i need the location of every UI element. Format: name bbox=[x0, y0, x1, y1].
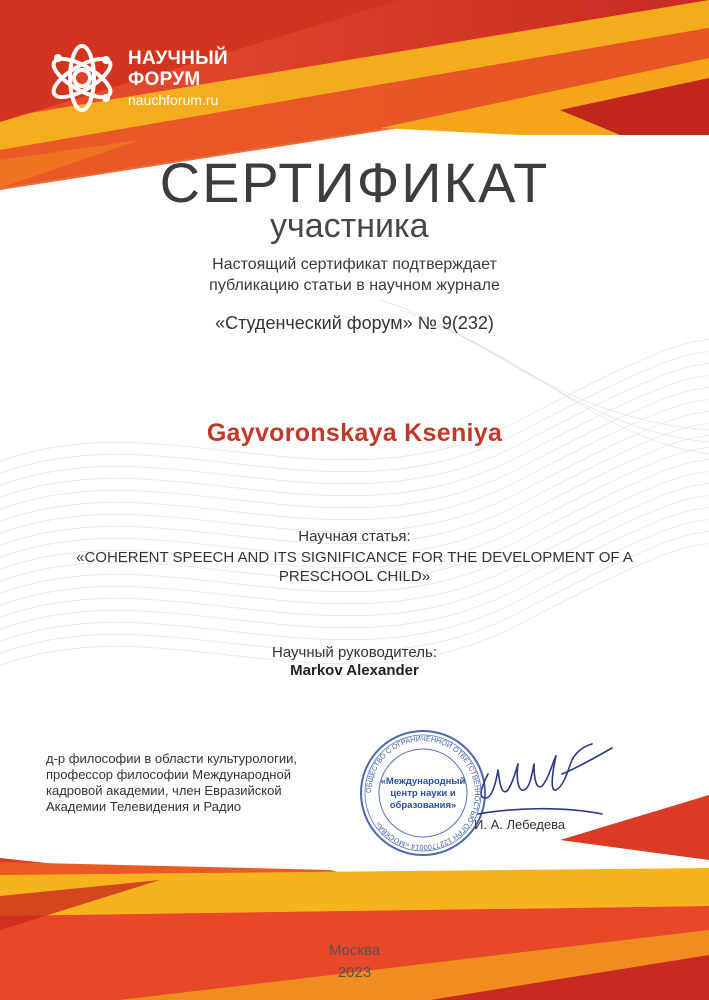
credentials-line-3: кадровой академии, член Евразийской bbox=[46, 783, 282, 798]
logo-url: nauchforum.ru bbox=[128, 92, 219, 108]
handwritten-signature bbox=[472, 734, 632, 820]
certificate-subtitle: участника bbox=[270, 207, 429, 245]
credentials-line-4: Академии Телевидения и Радио bbox=[46, 799, 242, 814]
recipient-name: Gayvoronskaya Kseniya bbox=[206, 419, 503, 447]
logo bbox=[44, 42, 244, 114]
intro-text bbox=[0, 254, 709, 296]
article-title-line-1: «COHERENT SPEECH AND ITS SIGNIFICANCE FOR THE DEVELOPMENT OF A bbox=[76, 549, 633, 566]
year: 2023 bbox=[337, 964, 372, 981]
supervisor-name: Markov Alexander bbox=[290, 662, 419, 679]
stamp-ring-text: ОБЩЕСТВО С ОГРАНИЧЕННОЙ ОТВЕТСТВЕННОСТЬЮ ОГРН 1227700014 «МОСКВА» bbox=[363, 733, 483, 853]
atom-icon bbox=[44, 42, 120, 114]
article-title bbox=[40, 548, 669, 586]
intro-line-1: Настоящий сертификат подтверждает bbox=[212, 256, 497, 273]
certificate-title: СЕРТИФИКАТ bbox=[159, 151, 550, 214]
stamp-center-line-3: образования» bbox=[389, 800, 457, 811]
supervisor-label: Научный руководитель: bbox=[272, 644, 437, 661]
journal-name: «Студенческий форум» № 9(232) bbox=[215, 313, 494, 333]
city: Москва bbox=[328, 942, 381, 959]
signer-credentials bbox=[46, 751, 366, 815]
stamp-center-line-2: центр науки и bbox=[390, 788, 456, 799]
official-stamp bbox=[358, 728, 488, 858]
stamp-center-line-1: «Международный bbox=[380, 776, 466, 787]
credentials-line-1: д-р философии в области культурологии, bbox=[46, 751, 297, 766]
article-label: Научная статья: bbox=[298, 528, 411, 545]
logo-title-line1: НАУЧНЫЙ bbox=[128, 48, 228, 69]
signer-name: И. А. Лебедева bbox=[474, 817, 566, 832]
article-title-line-2: PRESCHOOL CHILD» bbox=[278, 568, 431, 585]
credentials-line-2: профессор философии Международной bbox=[46, 767, 291, 782]
intro-line-2: публикацию статьи в научном журнале bbox=[209, 277, 500, 294]
logo-title-line2: ФОРУМ bbox=[128, 69, 201, 90]
